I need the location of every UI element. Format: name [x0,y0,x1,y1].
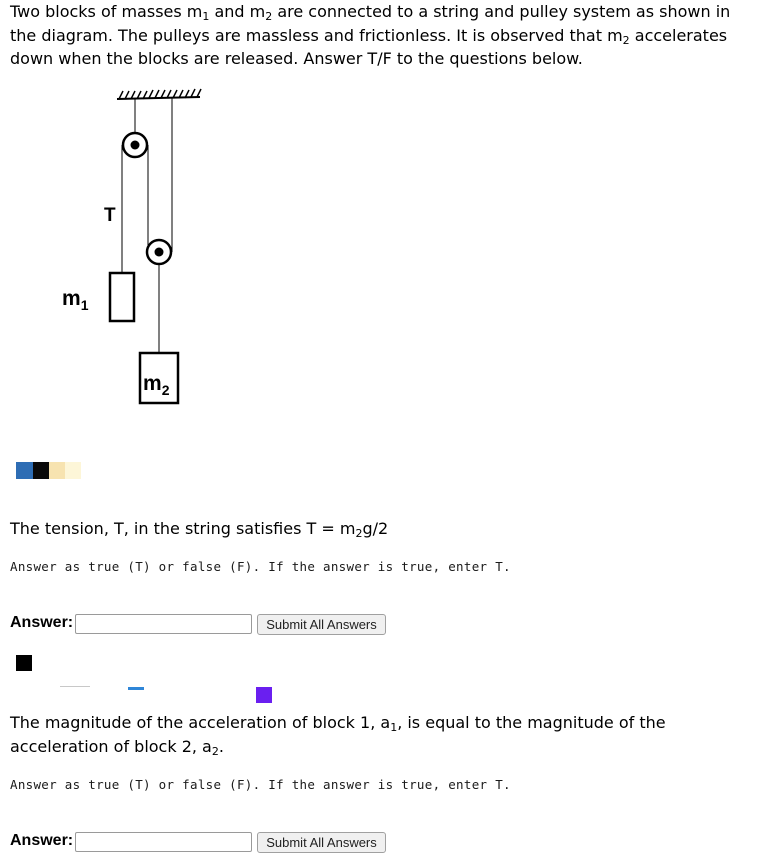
fixed-pulley-axle [131,141,140,150]
faint-dash-marker [60,686,90,687]
ceiling-line [117,97,200,99]
moving-pulley-axle [155,248,164,257]
submit-all-answers-button[interactable]: Submit All Answers [257,832,386,853]
m2-label: $m_2$ [143,372,170,398]
intro-subscript: 2 [265,10,273,23]
problem-intro [10,0,750,71]
question-2-answer-input[interactable] [75,832,252,852]
intro-text: Two blocks of masses m [10,2,203,21]
intro-subscript: 2 [622,33,630,47]
pulley-diagram [55,85,215,415]
question-1-answer-input[interactable] [75,614,252,634]
strip-cream-swatch [65,462,81,479]
blue-dash-marker [128,687,144,690]
tension-label: T [104,205,116,226]
question-1-answer-label: Answer: [10,614,74,631]
purple-square-marker [256,687,272,703]
black-square-marker [16,655,32,671]
m1-label: $m_1$ [62,287,89,313]
strip-tan-swatch [49,462,65,479]
question-1-instruction: Answer as true (T) or false (F). If the answer is true, enter T. [10,559,511,574]
question-2-text: The magnitude of the acceleration of block 1, $a_1$, is equal to the magnitude of the acceleration of block 2, $a_2$. [10,713,666,758]
intro-text: are connected to a string and pulley system as shown in the diagram. The pulleys are massless and frictionless. It is observed that m [10,2,731,45]
strip-blue-swatch [16,462,33,479]
question-2-instruction: Answer as true (T) or false (F). If the answer is true, enter T. [10,777,511,792]
submit-all-answers-button[interactable]: Submit All Answers [257,614,386,635]
strip-black-swatch [33,462,49,479]
intro-text: and m [209,2,266,21]
color-strip [16,462,81,479]
intro-text: accelerates down when the blocks are released. Answer T/F to the questions below. [10,25,728,68]
question-2-answer-label: Answer: [10,832,74,849]
question-1-text: The tension, T, in the string satisfies $T = m_2g/2$ [10,519,389,540]
intro-subscript: 1 [202,10,210,23]
block-m1 [110,273,134,321]
